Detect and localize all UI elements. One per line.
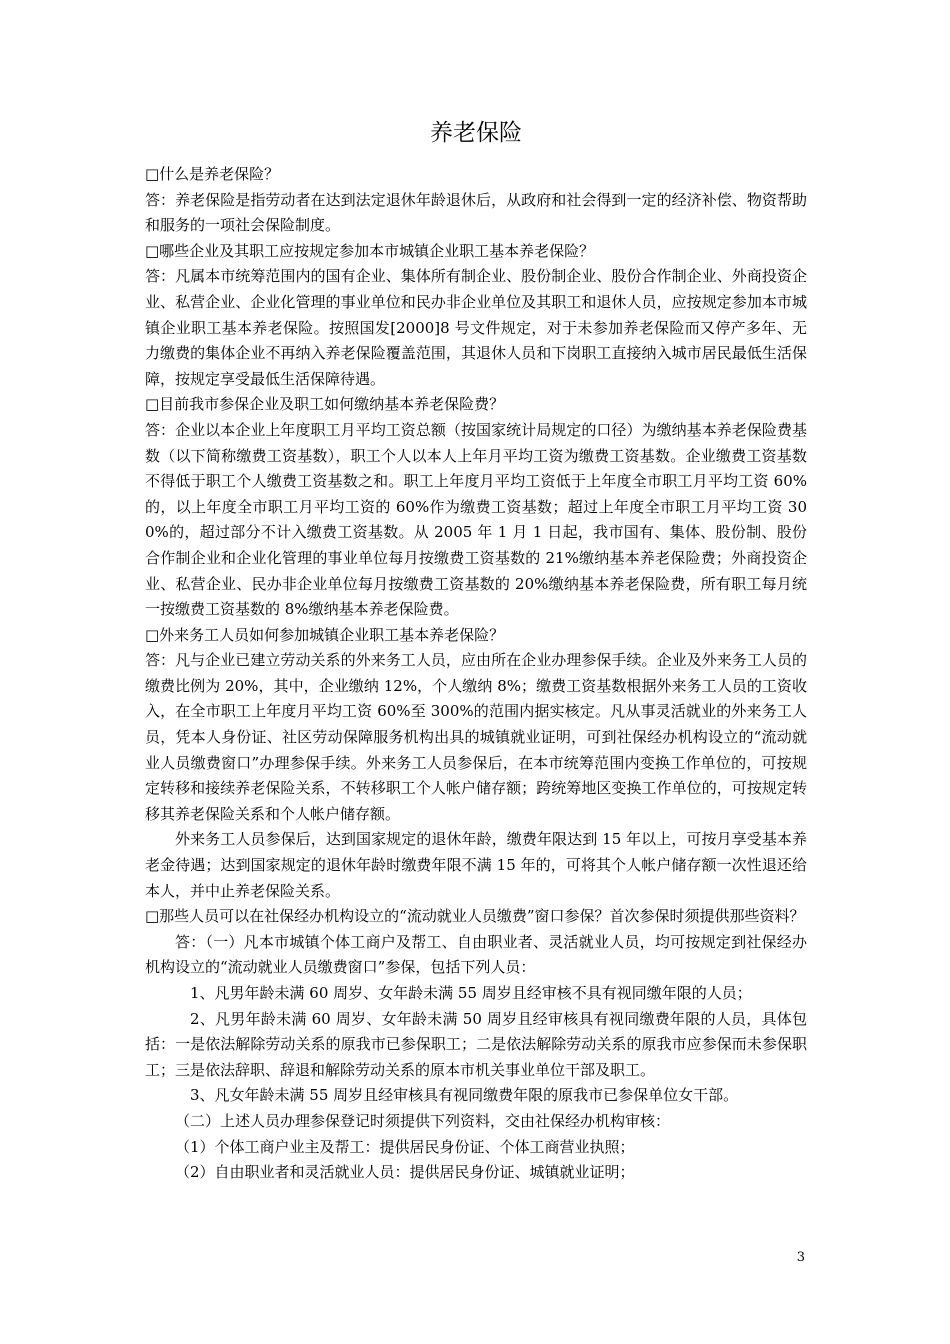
question-paragraph: □外来务工人员如何参加城镇企业职工基本养老保险？ <box>145 625 505 644</box>
answer-paragraph: 外来务工人员参保后，达到国家规定的退休年龄，缴费年限达到 15 年以上，可按月享受基本养老金待遇；达到国家规定的退休年龄时缴费年限不满 15 年的，可将其个人帐户储存额一次性退还给本人，并中止养老保险关系。 <box>145 830 807 900</box>
answer-paragraph: 答：企业以本企业上年度职工月平均工资总额（按国家统计局规定的口径）为缴纳基本养老保险费基数（以下简称缴费工资基数），职工个人以本人上年月平均工资为缴费工资基数。企业缴费工资基数不得低于职工个人缴费工资基数之和。职工上年度月平均工资低于上年度全市职工月平均工资 60%的，以上年度全市职工月平均工资的 60%作为缴费工资基数；超过上年度全市职工月平均工资 300%的，超过部分不计入缴费工资基数。从 2005 年 1 月 1 日起，我市国有、集体、股份制、股份合作制企业和企业化管理的事业单位每月按缴费工资基数的 21%缴纳基本养老保险费；外商投资企业、私营企业、民办非企业单位每月按缴费工资基数的 20%缴纳基本养老保险费，所有职工每月统一按缴费工资基数的 8%缴纳基本养老保险费。 <box>145 420 807 619</box>
question-paragraph: □那些人员可以在社保经办机构设立的“流动就业人员缴费”窗口参保？首次参保时须提供那些资料？ <box>145 907 805 926</box>
question-paragraph: □什么是养老保险？ <box>145 165 280 183</box>
list-item: 2、凡男年龄未满 60 周岁、女年龄未满 50 周岁且经审核具有视同缴费年限的人员，具体包括：一是依法解除劳动关系的原我市已参保职工；二是依法解除劳动关系的原我市应参保而未参保职工；三是依法辞职、辞退和解除劳动关系的原本市机关事业单位干部及职工。 <box>145 1009 807 1079</box>
page-number: 3 <box>796 1250 805 1265</box>
answer-paragraph: （二）上述人员办理参保登记时须提供下列资料，交由社保经办机构审核： <box>175 1111 671 1130</box>
answer-paragraph: 答：凡与企业已建立劳动关系的外来务工人员，应由所在企业办理参保手续。企业及外来务工人员的缴费比例为 20%，其中，企业缴纳 12%，个人缴纳 8%；缴费工资基数根据外来务工人员的工资收入，在全市职工上年度月平均工资 60%至 300%的范围内据实核定。凡从事灵活就业的外来务工人员，凭本人身份证、社区劳动保障服务机构出具的城镇就业证明，可到社保经办机构设立的“流动就业人员缴费窗口”办理参保手续。外来务工人员参保后，在本市统筹范围内变换工作单位的，可按规定转移和接续养老保险关系，不转移职工个人帐户储存额；跨统筹地区变换工作单位的，可按规定转移其养老保险关系和个人帐户储存额。 <box>145 651 807 823</box>
question-paragraph: □目前我市参保企业及职工如何缴纳基本养老保险费？ <box>145 395 505 414</box>
list-item: （1）个体工商户业主及帮工：提供居民身份证、个体工商营业执照； <box>175 1137 635 1156</box>
answer-paragraph: 答：凡属本市统筹范围内的国有企业、集体所有制企业、股份制企业、股份合作制企业、外商投资企业、私营企业、企业化管理的事业单位和民办非企业单位及其职工和退休人员，应按规定参加本市城镇企业职工基本养老保险。按照国发[2000]8 号文件规定，对于未参加养老保险而又停产多年、无力缴费的集体企业不再纳入养老保险覆盖范围，其退休人员和下岗职工直接纳入城市居民最低生活保障，按规定享受最低生活保障待遇。 <box>145 267 807 388</box>
list-item: （2）自由职业者和灵活就业人员：提供居民身份证、城镇就业证明； <box>175 1163 635 1182</box>
page-title: 养老保险 <box>430 120 522 146</box>
question-paragraph: □哪些企业及其职工应按规定参加本市城镇企业职工基本养老保险？ <box>145 241 595 260</box>
list-item: 3、凡女年龄未满 55 周岁且经审核具有视同缴费年限的原我市已参保单位女干部。 <box>190 1086 739 1105</box>
document-page <box>145 118 807 1186</box>
answer-paragraph: 答：（一）凡本市城镇个体工商户及帮工、自由职业者、灵活就业人员，均可按规定到社保经办机构设立的“流动就业人员缴费窗口”参保，包括下列人员： <box>145 932 807 977</box>
list-item: 1、凡男年龄未满 60 周岁、女年龄未满 55 周岁且经审核不具有视同缴年限的人员； <box>190 984 752 1002</box>
answer-paragraph: 答：养老保险是指劳动者在达到法定退休年龄退休后，从政府和社会得到一定的经济补偿、物资帮助和服务的一项社会保险制度。 <box>145 190 807 235</box>
